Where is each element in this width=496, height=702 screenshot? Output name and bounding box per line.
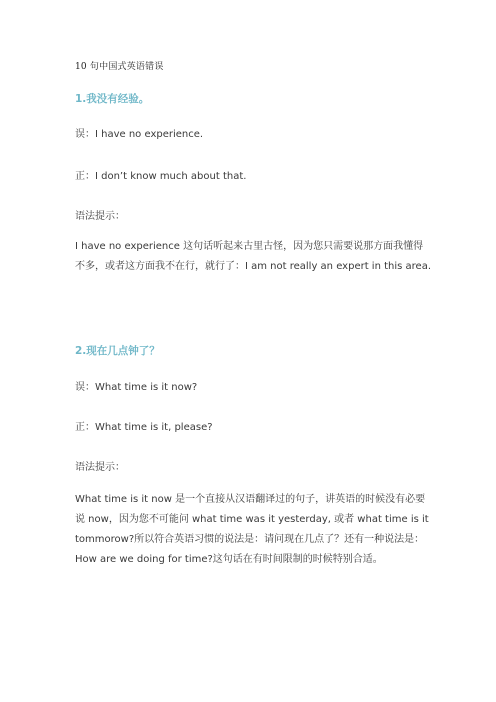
section-2-wrong-sentence: 误：What time is it now?	[75, 382, 198, 393]
section-2-correct-sentence: 正：What time is it, please?	[75, 422, 213, 433]
section-1-wrong-sentence: 误：I have no experience.	[75, 129, 204, 140]
section-1-correct-sentence: 正：I don’t know much about that.	[75, 171, 247, 182]
explanation-line: What time is it now 是一个直接从汉语翻译过的句子，讲英语的时候没有必要	[75, 494, 426, 505]
section-2-heading: 2.现在几点钟了？	[75, 345, 160, 357]
section-2-explanation	[75, 490, 429, 570]
explanation-line: How are we doing for time?这句话在有时间限制的时候特别合适。	[75, 554, 383, 565]
explanation-line: tommorow?所以符合英语习惯的说法是：请问现在几点了？还有一种说法是：	[75, 534, 425, 545]
section-1-explanation	[75, 237, 432, 277]
explanation-line: I have no experience 这句话听起来古里古怪，因为您只需要说那方面我懂得	[75, 241, 424, 252]
section-1-heading: 1.我没有经验。	[75, 93, 150, 105]
explanation-line: 不多，或者这方面我不在行，就行了：I am not really an expert in this area.	[75, 261, 432, 272]
section-1-hint-label: 语法提示：	[75, 211, 125, 222]
explanation-line: 说 now，因为您不可能问 what time was it yesterday, 或者 what time is it	[75, 514, 429, 525]
section-2-hint-label: 语法提示：	[75, 462, 125, 473]
document-title: 10 句中国式英语错误	[75, 62, 164, 72]
